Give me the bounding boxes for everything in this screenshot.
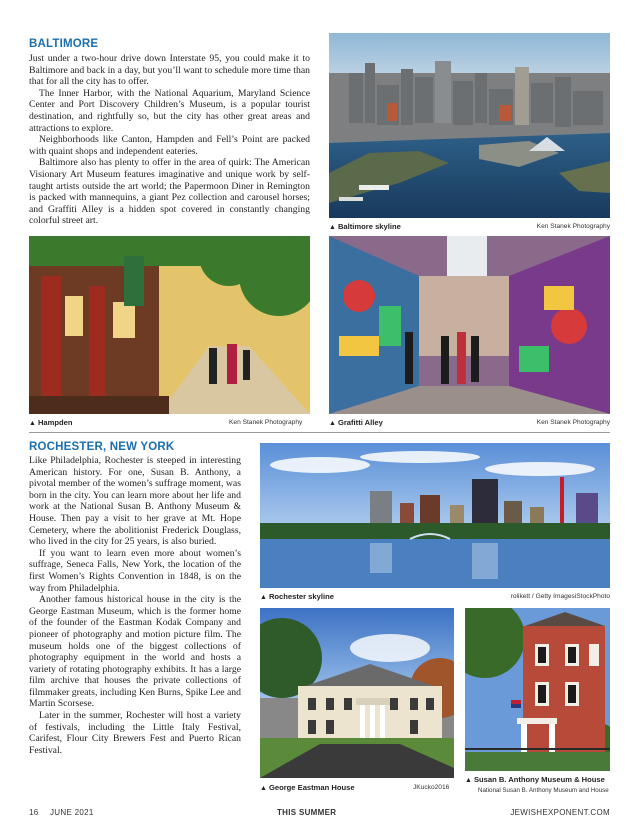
rochester-article-body — [29, 455, 241, 756]
grafitti-alley-credit: Ken Stanek Photography — [536, 419, 610, 426]
rochester-paragraph: Later in the summer, Rochester will host a variety of festivals, including the Little Italy Festival, Carifest, Flour City Brewers Fest and Puerto Rican Festival. — [29, 710, 241, 756]
triangle-icon: ▲ — [465, 777, 472, 784]
rochester-skyline-photo — [260, 443, 610, 588]
baltimore-skyline-caption: ▲ Baltimore skyline — [329, 222, 401, 231]
triangle-icon: ▲ — [29, 420, 36, 427]
baltimore-paragraph: The Inner Harbor, with the National Aquarium, Maryland Science Center and Port Discovery Children’s Museum, is a popular tourist destination, and rightfully so, but the city has other great areas and attractions to explore. — [29, 87, 310, 134]
page-number: 16 — [29, 808, 39, 817]
grafitti-alley-caption: ▲ Grafitti Alley — [329, 418, 383, 427]
rochester-paragraph: Like Philadelphia, Rochester is steeped in interesting American history. For one, Susan B. Anthony, a pivotal member of the women’s suffrage moment, was born in the city. You can learn more about her life and work at the National Susan B. Anthony Museum & House. Then pay a visit to her grave at Mt. Hope Cemetery, where the abolitionist Frederick Douglass, who lived in the city for 25 years, is also buried. — [29, 455, 241, 548]
george-eastman-house-photo — [260, 608, 454, 778]
susan-b-anthony-house-caption: ▲ Susan B. Anthony Museum & House — [465, 775, 605, 784]
rochester-skyline-caption: ▲ Rochester skyline — [260, 592, 334, 601]
issue-date: JUNE 2021 — [50, 808, 94, 817]
baltimore-paragraph: Just under a two-hour drive down Interstate 95, you could make it to Baltimore and back in a day, but you’ll want to schedule more time than that for all the city has to offer. — [29, 53, 310, 88]
susan-b-anthony-house-credit: National Susan B. Anthony Museum and House — [478, 787, 609, 794]
hampden-caption: ▲ Hampden — [29, 418, 73, 427]
hampden-photo — [29, 236, 310, 414]
section-divider — [29, 432, 610, 433]
baltimore-skyline-photo — [329, 33, 610, 218]
baltimore-article-body — [29, 53, 310, 227]
grafitti-alley-photo — [329, 236, 610, 414]
george-eastman-house-caption: ▲ George Eastman House — [260, 783, 355, 792]
baltimore-heading: BALTIMORE — [29, 38, 99, 50]
triangle-icon: ▲ — [260, 594, 267, 601]
rochester-paragraph: If you want to learn even more about women’s suffrage, Seneca Falls, New York, the location of the first Women’s Rights Convention in 1848, is on the way from Philadelphia. — [29, 547, 241, 594]
hampden-credit: Ken Stanek Photography — [229, 419, 303, 426]
section-title: THIS SUMMER — [277, 808, 337, 817]
rochester-heading: ROCHESTER, NEW YORK — [29, 441, 175, 453]
baltimore-skyline-credit: Ken Stanek Photography — [536, 223, 610, 230]
susan-b-anthony-house-photo — [465, 608, 610, 771]
baltimore-paragraph: Neighborhoods like Canton, Hampden and Fell’s Point are packed with quaint shops and independent eateries. — [29, 134, 310, 157]
triangle-icon: ▲ — [329, 420, 336, 427]
triangle-icon: ▲ — [329, 224, 336, 231]
rochester-skyline-credit: rolikett / Getty ImagesiStockPhoto — [510, 593, 610, 600]
baltimore-paragraph: Baltimore also has plenty to offer in the area of quirk: The American Visionary Art Museum features imaginative and unique work by self-taught artists outside the art world; the Papermoon Diner in Remington is packed with mannequins, a giant Pez collection and carousel horses; and Graffiti Alley is a hidden spot covered in constantly changing colorful street art. — [29, 157, 310, 227]
triangle-icon: ▲ — [260, 785, 267, 792]
site-url: JEWISHEXPONENT.COM — [510, 808, 610, 817]
george-eastman-house-credit: JKucko2016 — [413, 784, 450, 791]
rochester-paragraph: Another famous historical house in the city is the George Eastman Museum, which is the former home of the founder of the Eastman Kodak Company and pioneer of photography and motion picture film. The museum holds one of the biggest collections of photography equipment in the world and hosts a variety of rotating photography exhibits. It has a large film archive that houses the private collections of filmmaker greats, including Ken Burns, Spike Lee and Martin Scorsese. — [29, 594, 241, 710]
